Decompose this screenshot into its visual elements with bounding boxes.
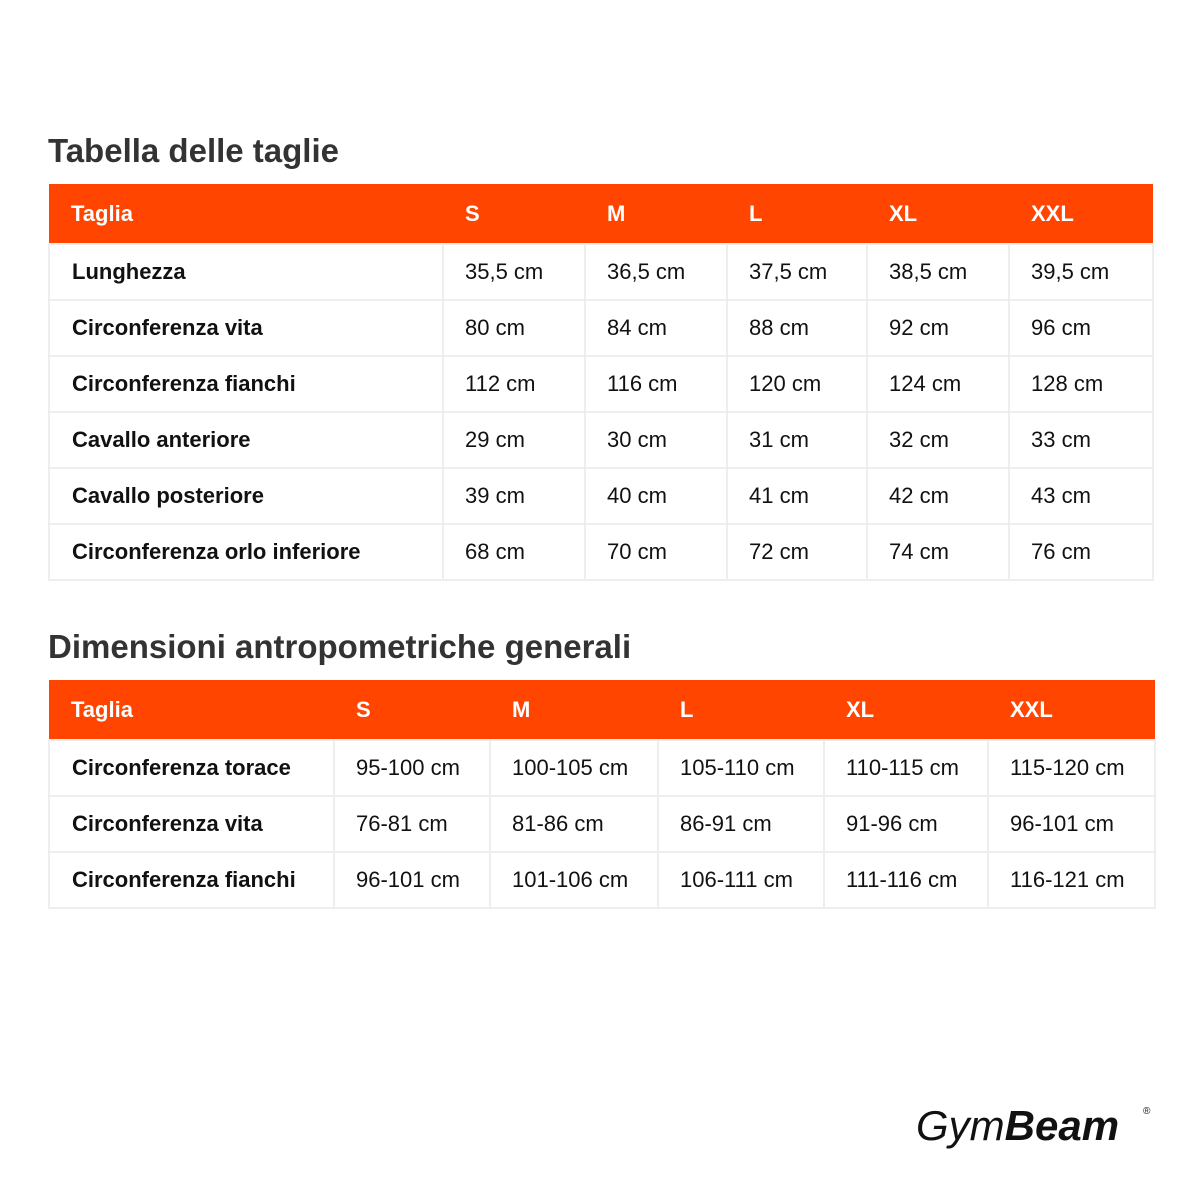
size-table-title: Tabella delle taglie: [48, 132, 339, 169]
table-cell: 39 cm: [443, 468, 585, 524]
table-cell: 39,5 cm: [1009, 244, 1153, 300]
table-row: [49, 852, 1155, 908]
table-row: [49, 300, 1153, 356]
column-header: Taglia: [49, 680, 334, 740]
column-header: L: [658, 680, 824, 740]
column-header: S: [334, 680, 490, 740]
table-cell: 128 cm: [1009, 356, 1153, 412]
table-cell: 76 cm: [1009, 524, 1153, 580]
table-cell: 32 cm: [867, 412, 1009, 468]
column-header: XXL: [988, 680, 1155, 740]
logo-text-light: Gym: [916, 1102, 1005, 1149]
table-cell: 80 cm: [443, 300, 585, 356]
column-header: XL: [867, 184, 1009, 244]
table-cell: 115-120 cm: [988, 740, 1155, 796]
gymbeam-logo: [916, 1098, 1156, 1158]
row-label: Cavallo posteriore: [49, 468, 443, 524]
column-header: Taglia: [49, 184, 443, 244]
table-cell: 81-86 cm: [490, 796, 658, 852]
column-header: XL: [824, 680, 988, 740]
row-label: Lunghezza: [49, 244, 443, 300]
table-cell: 92 cm: [867, 300, 1009, 356]
table-header-row: [49, 680, 1155, 740]
table-cell: 29 cm: [443, 412, 585, 468]
registered-mark: ®: [1143, 1106, 1151, 1117]
table-cell: 91-96 cm: [824, 796, 988, 852]
column-header: XXL: [1009, 184, 1153, 244]
table-cell: 116 cm: [585, 356, 727, 412]
table-cell: 38,5 cm: [867, 244, 1009, 300]
column-header: M: [585, 184, 727, 244]
row-label: Circonferenza fianchi: [49, 852, 334, 908]
table-row: [49, 524, 1153, 580]
table-cell: 106-111 cm: [658, 852, 824, 908]
table-cell: 96 cm: [1009, 300, 1153, 356]
table-cell: 40 cm: [585, 468, 727, 524]
table-cell: 124 cm: [867, 356, 1009, 412]
table-row: [49, 468, 1153, 524]
table-row: [49, 796, 1155, 852]
table-cell: 95-100 cm: [334, 740, 490, 796]
table-cell: 96-101 cm: [988, 796, 1155, 852]
table-cell: 112 cm: [443, 356, 585, 412]
anthropometric-table: [48, 680, 1156, 909]
table-cell: 37,5 cm: [727, 244, 867, 300]
table-cell: 41 cm: [727, 468, 867, 524]
table-cell: 31 cm: [727, 412, 867, 468]
column-header: M: [490, 680, 658, 740]
row-label: Circonferenza torace: [49, 740, 334, 796]
gymbeam-logo-mark: [916, 1098, 1156, 1158]
column-header: S: [443, 184, 585, 244]
column-header: L: [727, 184, 867, 244]
table-cell: 100-105 cm: [490, 740, 658, 796]
table-header-row: [49, 184, 1153, 244]
table-cell: 74 cm: [867, 524, 1009, 580]
table-cell: 70 cm: [585, 524, 727, 580]
row-label: Circonferenza orlo inferiore: [49, 524, 443, 580]
table-cell: 116-121 cm: [988, 852, 1155, 908]
size-table: [48, 184, 1154, 581]
table-cell: 35,5 cm: [443, 244, 585, 300]
table-cell: 101-106 cm: [490, 852, 658, 908]
logo-text-bold: Beam: [1004, 1102, 1120, 1149]
logo-text: [916, 1102, 1119, 1149]
table-cell: 110-115 cm: [824, 740, 988, 796]
table-cell: 120 cm: [727, 356, 867, 412]
row-label: Circonferenza fianchi: [49, 356, 443, 412]
row-label: Circonferenza vita: [49, 300, 443, 356]
table-cell: 111-116 cm: [824, 852, 988, 908]
table-cell: 43 cm: [1009, 468, 1153, 524]
table-row: [49, 740, 1155, 796]
table-cell: 105-110 cm: [658, 740, 824, 796]
table-cell: 84 cm: [585, 300, 727, 356]
table-cell: 86-91 cm: [658, 796, 824, 852]
table-cell: 76-81 cm: [334, 796, 490, 852]
table-cell: 42 cm: [867, 468, 1009, 524]
table-row: [49, 356, 1153, 412]
table-cell: 88 cm: [727, 300, 867, 356]
table-cell: 96-101 cm: [334, 852, 490, 908]
table-row: [49, 412, 1153, 468]
row-label: Circonferenza vita: [49, 796, 334, 852]
anthropometric-table-title: Dimensioni antropometriche generali: [48, 628, 632, 665]
table-cell: 33 cm: [1009, 412, 1153, 468]
row-label: Cavallo anteriore: [49, 412, 443, 468]
table-cell: 36,5 cm: [585, 244, 727, 300]
table-cell: 30 cm: [585, 412, 727, 468]
table-cell: 68 cm: [443, 524, 585, 580]
table-row: [49, 244, 1153, 300]
table-cell: 72 cm: [727, 524, 867, 580]
